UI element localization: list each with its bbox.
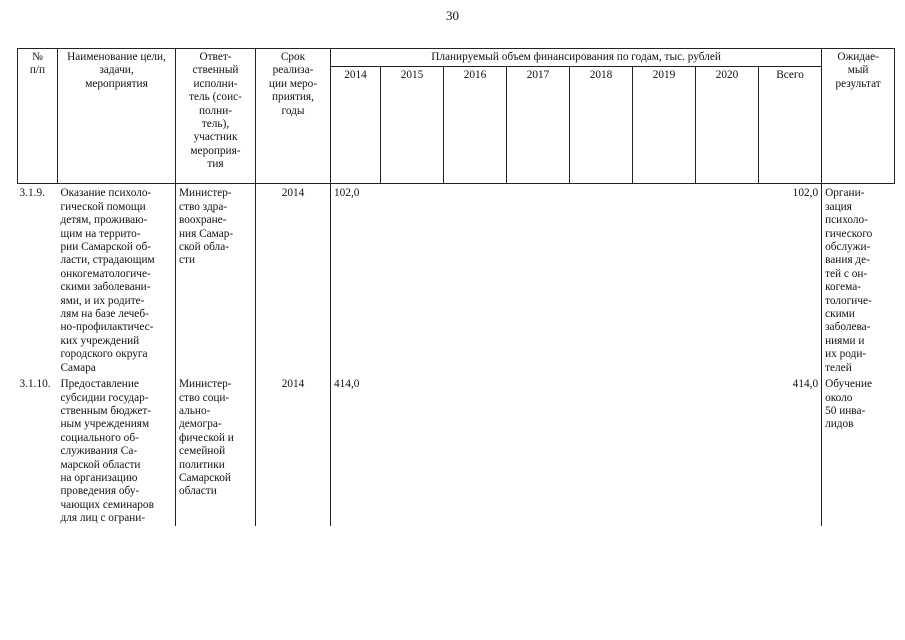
row-executor: Министер- ство здра- воохране- ния Самар- ской обла- сти [176,184,256,375]
header-year-2015: 2015 [381,67,444,184]
row-value-2014: 414,0 [334,378,360,391]
row-total: 414,0 [759,375,822,525]
row-value-2019 [633,375,696,525]
row-result: Обучение около 50 инва- лидов [825,378,873,431]
row-term: 2014 [256,184,331,375]
row-value-2014: 102,0 [334,187,360,200]
header-year-2018: 2018 [570,67,633,184]
header-year-2016: 2016 [444,67,507,184]
header-name: Наименование цели, задачи, мероприятия [58,49,176,184]
row-value-2016 [444,184,507,375]
row-name: Предоставление субсидии государ- ственным бюджет- ным учреждениям социального об- служивания Са- марской области на организацию проведения обу- чающих семинаров для лиц с ограни- [58,375,176,525]
row-num: 3.1.10. [19,378,51,391]
header-executor: Ответ- ственный исполни- тель (соис- полни- тель), участник мероприя- тия [176,49,256,184]
table-row [18,375,895,525]
row-value-2019 [633,184,696,375]
row-value-2018 [570,375,633,525]
header-year-2017: 2017 [507,67,570,184]
row-total: 102,0 [759,184,822,375]
row-value-2017 [507,184,570,375]
table-header [18,49,895,184]
row-value-2018 [570,184,633,375]
row-executor: Министер- ство соци- ально- демогра- фической и семейной политики Самарской области [176,375,256,525]
row-name: Оказание психоло- гической помощи детям, проживаю- щим на террито- рии Самарской об- ласти, страдающим онкогематологиче- скими заболевани- ями, и их родите- лям на базе лечеб- но-профилактичес- ких учреждений городского округа Самара [58,184,176,375]
row-result: Органи- зация психоло- гического обслужи- вания де- тей с он- когема- тологиче- скими заболева- ниями и их роди- телей [825,187,873,374]
row-value-2015 [381,184,444,375]
row-value-2016 [444,375,507,525]
header-num: № п/п [18,49,58,184]
table-row [18,184,895,375]
financing-plan-table [17,48,895,526]
header-financing: Планируемый объем финансирования по годам, тыс. рублей [331,49,822,67]
row-term: 2014 [256,375,331,525]
page-number: 30 [446,8,459,23]
header-year-2014: 2014 [331,67,381,184]
header-total: Всего [759,67,822,184]
header-result: Ожидае- мый результат [822,49,895,184]
row-value-2020 [696,184,759,375]
header-year-2020: 2020 [696,67,759,184]
row-value-2020 [696,375,759,525]
row-value-2017 [507,375,570,525]
row-value-2015 [381,375,444,525]
header-term: Срок реализа- ции меро- приятия, годы [256,49,331,184]
header-year-2019: 2019 [633,67,696,184]
row-num: 3.1.9. [19,187,45,200]
